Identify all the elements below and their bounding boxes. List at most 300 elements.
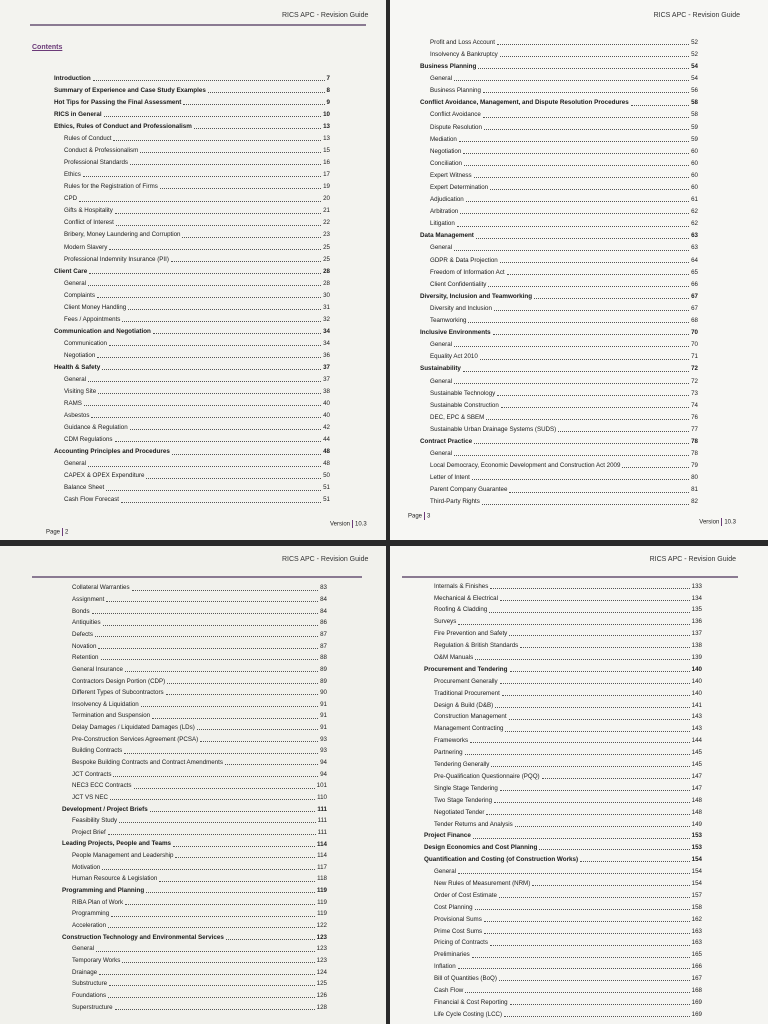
toc-entry-title: Management Contracting <box>434 725 504 733</box>
toc-entry <box>420 469 698 481</box>
toc-entry-page: 66 <box>691 280 698 288</box>
toc-entry <box>424 649 702 661</box>
dot-leader <box>499 897 690 898</box>
toc-entry-title: Cash Flow <box>434 986 464 994</box>
toc-entry-page: 145 <box>691 761 702 769</box>
toc-entry <box>424 626 702 638</box>
dot-leader <box>509 492 689 493</box>
dot-leader <box>93 80 325 81</box>
toc-entry-title: People Management and Leadership <box>72 852 174 860</box>
dot-leader <box>500 262 689 263</box>
dot-leader <box>130 164 321 165</box>
toc-entry <box>420 215 698 227</box>
toc-entry-title: Client Care <box>54 267 88 275</box>
toc-entry-title: Pricing of Contracts <box>434 939 488 947</box>
toc-entry <box>424 851 702 863</box>
toc-entry-title: Programming <box>72 910 110 918</box>
toc-entry <box>62 766 327 778</box>
toc-entry <box>424 685 702 697</box>
toc-entry-page: 117 <box>317 863 327 871</box>
dot-leader <box>83 176 321 177</box>
dot-leader <box>490 945 690 946</box>
toc-entry-page: 91 <box>320 700 327 708</box>
toc-entry <box>54 359 330 371</box>
toc-entry <box>420 324 698 336</box>
toc-entry-page: 25 <box>323 255 330 263</box>
toc-entry <box>420 70 698 82</box>
toc-entry-title: Preliminaries <box>434 951 470 959</box>
toc-entry-title: Equality Act 2010 <box>430 353 478 361</box>
toc-entry-page: 154 <box>691 856 702 864</box>
dot-leader <box>153 333 321 334</box>
toc-entry-page: 44 <box>323 436 330 444</box>
toc-entry <box>62 720 327 732</box>
toc-entry <box>54 94 330 106</box>
toc-entry-page: 143 <box>691 713 702 721</box>
toc-entry-page: 137 <box>691 630 702 638</box>
toc-entry-title: Prime Cost Sums <box>434 927 483 935</box>
toc-entry <box>424 744 702 756</box>
toc-entry-page: 67 <box>691 304 698 312</box>
toc-entry-title: Data Management <box>420 232 474 240</box>
toc-entry-title: Fire Prevention and Safety <box>434 630 508 638</box>
toc-entry <box>424 661 702 673</box>
toc-entry-page: 42 <box>323 424 330 432</box>
toc-entry-page: 68 <box>691 317 698 325</box>
toc-entry-title: Provisional Sums <box>434 915 482 923</box>
toc-entry-page: 119 <box>317 898 327 906</box>
dot-leader <box>489 612 689 613</box>
toc-entry <box>420 481 698 493</box>
page-number: 3 <box>427 513 431 520</box>
toc-entry-title: General <box>64 376 87 384</box>
toc-list <box>54 70 330 504</box>
toc-entry <box>62 987 327 999</box>
toc-entry-title: Rules for the Registration of Firms <box>64 183 158 191</box>
toc-entry-title: General <box>430 341 453 349</box>
dot-leader <box>132 590 319 591</box>
toc-entry-page: 56 <box>691 87 698 95</box>
dot-leader <box>475 659 689 660</box>
toc-entry-page: 60 <box>691 171 698 179</box>
dot-leader <box>197 729 318 730</box>
toc-entry-title: General <box>430 244 453 252</box>
dot-leader <box>125 904 315 905</box>
toc-entry-page: 141 <box>691 701 702 709</box>
toc-entry <box>420 252 698 264</box>
toc-entry <box>424 840 702 852</box>
dot-leader <box>472 957 690 958</box>
toc-entry <box>54 311 330 323</box>
toc-entry-title: Freedom of Information Act <box>430 268 505 276</box>
toc-entry-title: Novation <box>72 642 97 650</box>
toc-entry-page: 84 <box>320 596 327 604</box>
toc-entry <box>424 899 702 911</box>
toc-entry-page: 51 <box>323 496 330 504</box>
toc-entry <box>54 335 330 347</box>
dot-leader <box>88 466 321 467</box>
header-rule <box>30 24 366 26</box>
toc-entry-page: 93 <box>320 747 327 755</box>
toc-entry-title: Sustainable Technology <box>430 389 496 397</box>
version-number: 10.3 <box>724 519 736 526</box>
toc-entry <box>424 578 702 590</box>
toc-entry-title: CDM Regulations <box>64 436 113 444</box>
dot-leader <box>141 706 318 707</box>
dot-leader <box>98 648 318 649</box>
toc-entry <box>54 166 330 178</box>
toc-entry <box>62 918 327 930</box>
toc-entry-page: 38 <box>323 388 330 396</box>
toc-entry-title: General <box>64 460 87 468</box>
toc-entry <box>420 433 698 445</box>
toc-entry-title: Hot Tips for Passing the Final Assessment <box>54 98 182 106</box>
toc-entry-page: 111 <box>317 828 327 836</box>
toc-entry <box>420 46 698 58</box>
toc-entry-title: Complaints <box>64 291 95 299</box>
toc-entry-title: Client Money Handling <box>64 303 127 311</box>
dot-leader <box>208 92 325 93</box>
toc-entry-page: 60 <box>691 184 698 192</box>
toc-entry <box>54 419 330 431</box>
toc-entry-page: 62 <box>691 220 698 228</box>
dot-leader <box>88 285 321 286</box>
toc-entry-title: Pre-Qualification Questionnaire (PQQ) <box>434 772 540 780</box>
dot-leader <box>495 707 690 708</box>
dot-leader <box>150 811 316 812</box>
dot-leader <box>486 419 689 420</box>
dot-leader <box>113 776 318 777</box>
toc-entry-title: O&M Manuals <box>434 654 474 662</box>
toc-entry <box>424 816 702 828</box>
toc-entry-title: Communication and Negotiation <box>54 327 151 335</box>
dot-leader <box>484 921 690 922</box>
toc-entry <box>62 638 327 650</box>
dot-leader <box>102 369 321 370</box>
toc-entry-title: Rules of Conduct <box>64 135 112 143</box>
toc-entry <box>62 964 327 976</box>
dot-leader <box>109 249 321 250</box>
dot-leader <box>454 455 689 456</box>
toc-entry-page: 123 <box>316 956 327 964</box>
toc-entry-page: 140 <box>691 689 702 697</box>
dot-leader <box>464 165 689 166</box>
toc-entry-title: Procurement and Tendering <box>424 665 508 673</box>
toc-entry-page: 63 <box>691 244 698 252</box>
toc-entry <box>420 34 698 46</box>
toc-entry-title: Sustainable Urban Drainage Systems (SUDS) <box>430 425 557 433</box>
toc-entry-page: 169 <box>691 998 702 1006</box>
toc-entry <box>424 863 702 875</box>
toc-entry-title: General <box>430 450 453 458</box>
toc-entry-title: Professional Standards <box>64 159 128 167</box>
toc-entry-title: Order of Cost Estimate <box>434 891 497 899</box>
toc-entry-title: Professional Indemnity Insurance (PII) <box>64 255 169 263</box>
dot-leader <box>124 753 318 754</box>
dot-leader <box>108 834 316 835</box>
toc-entry-page: 94 <box>320 770 327 778</box>
dot-leader <box>458 873 690 874</box>
toc-entry-page: 165 <box>691 951 702 959</box>
toc-entry-page: 82 <box>691 498 698 506</box>
toc-entry-title: Quantification and Costing (of Construction Works) <box>424 856 579 864</box>
toc-entry-title: Balance Sheet <box>64 484 105 492</box>
version-number: 10.3 <box>355 521 367 528</box>
toc-entry-title: Sustainable Construction <box>430 401 499 409</box>
toc-entry <box>62 929 327 941</box>
toc-entry-page: 169 <box>691 1010 702 1018</box>
dot-leader <box>631 105 689 106</box>
toc-entry <box>54 178 330 190</box>
toc-entry-page: 83 <box>320 584 327 592</box>
toc-entry-page: 54 <box>691 63 698 71</box>
toc-entry-title: Negotiation <box>64 351 96 359</box>
dot-leader <box>160 188 321 189</box>
toc-entry <box>54 227 330 239</box>
toc-entry <box>54 443 330 455</box>
toc-entry-page: 62 <box>691 208 698 216</box>
toc-entry-page: 89 <box>320 677 327 685</box>
toc-entry-page: 140 <box>691 665 702 673</box>
toc-entry <box>424 970 702 982</box>
dot-leader <box>152 718 318 719</box>
toc-entry-page: 23 <box>323 231 330 239</box>
toc-entry <box>54 456 330 468</box>
toc-entry-page: 31 <box>323 303 330 311</box>
toc-entry-page: 114 <box>317 852 327 860</box>
toc-entry-page: 9 <box>326 98 330 106</box>
toc-entry <box>420 155 698 167</box>
toc-entry-title: Conflict Avoidance, Management, and Dispute Resolution Procedures <box>420 99 629 107</box>
toc-entry <box>424 935 702 947</box>
toc-entry-page: 154 <box>691 868 702 876</box>
dot-leader <box>171 261 321 262</box>
toc-entry-title: Cash Flow Forecast <box>64 496 120 504</box>
toc-entry-page: 114 <box>317 840 327 848</box>
dot-leader <box>483 117 689 118</box>
toc-entry-title: JCT VS NEC <box>72 793 108 801</box>
toc-entry-title: GDPR & Data Projection <box>430 256 498 264</box>
toc-entry-title: Foundations <box>72 991 107 999</box>
toc-entry <box>54 468 330 480</box>
toc-entry <box>420 94 698 106</box>
page-number: 2 <box>65 529 69 536</box>
toc-entry-title: Client Confidentiality <box>430 280 487 288</box>
toc-entry-title: CPD <box>64 195 78 203</box>
toc-entry-page: 17 <box>323 171 330 179</box>
toc-entry-title: Teamworking <box>430 317 467 325</box>
toc-entry <box>420 276 698 288</box>
toc-entry <box>420 131 698 143</box>
dot-leader <box>108 927 315 928</box>
toc-entry-page: 89 <box>320 665 327 673</box>
toc-entry-page: 148 <box>691 808 702 816</box>
toc-entry <box>424 982 702 994</box>
dot-leader <box>106 490 321 491</box>
dot-leader <box>457 226 689 227</box>
toc-entry-page: 123 <box>316 933 327 941</box>
contents-title: Contents <box>32 44 63 51</box>
dot-leader <box>474 443 689 444</box>
toc-entry-title: Communication <box>64 339 107 347</box>
toc-entry <box>424 768 702 780</box>
toc-entry-title: JCT Contracts <box>72 770 112 778</box>
toc-entry-title: Parent Company Guarantee <box>430 486 508 494</box>
toc-entry-page: 154 <box>691 879 702 887</box>
toc-entry-page: 158 <box>691 903 702 911</box>
toc-entry-page: 78 <box>691 437 698 445</box>
toc-entry-title: Third-Party Rights <box>430 498 480 506</box>
toc-entry-page: 153 <box>691 832 702 840</box>
dot-leader <box>98 393 321 394</box>
toc-entry <box>62 790 327 802</box>
dot-leader <box>520 647 689 648</box>
version-label: Version <box>699 519 720 526</box>
version-label: Version <box>330 521 351 528</box>
toc-entry <box>54 118 330 130</box>
toc-entry-page: 128 <box>316 1003 327 1011</box>
toc-entry-title: Litigation <box>430 220 455 228</box>
toc-entry-title: Mechanical & Electrical <box>434 594 498 602</box>
toc-entry <box>54 142 330 154</box>
dot-leader <box>460 213 689 214</box>
dot-leader <box>532 885 689 886</box>
toc-entry <box>54 383 330 395</box>
toc-entry-page: 143 <box>691 725 702 733</box>
dot-leader <box>472 479 689 480</box>
toc-entry-title: Leading Projects, People and Teams <box>62 840 172 848</box>
toc-entry-page: 32 <box>323 315 330 323</box>
toc-entry-page: 124 <box>316 968 327 976</box>
dot-leader <box>534 298 689 299</box>
toc-entry-title: Defects <box>72 631 93 638</box>
toc-entry-title: Diversity, Inclusion and Teamworking <box>420 292 533 300</box>
toc-entry-page: 36 <box>323 351 330 359</box>
toc-entry <box>420 361 698 373</box>
dot-leader <box>106 601 318 602</box>
toc-entry-title: Fees / Appointments <box>64 315 121 323</box>
dot-leader <box>465 754 690 755</box>
toc-entry <box>424 828 702 840</box>
dot-leader <box>182 237 321 238</box>
dot-leader <box>122 962 314 963</box>
dot-leader <box>509 719 690 720</box>
toc-entry-title: Inclusive Environments <box>420 329 491 337</box>
dot-leader <box>89 273 321 274</box>
dot-leader <box>125 671 318 672</box>
toc-entry-title: Drainage <box>72 968 98 976</box>
toc-entry <box>54 347 330 359</box>
toc-entry-title: Design & Build (D&B) <box>434 701 494 709</box>
dot-leader <box>95 636 318 637</box>
toc-entry-title: Inflation <box>434 963 456 971</box>
toc-entry-title: Conciliation <box>430 159 462 167</box>
toc-entry-page: 91 <box>320 724 327 732</box>
toc-entry-page: 81 <box>691 486 698 494</box>
toc-entry-page: 111 <box>317 817 327 825</box>
toc-entry <box>420 179 698 191</box>
toc-entry-page: 162 <box>691 915 702 923</box>
toc-entry-page: 134 <box>691 594 702 602</box>
toc-entry-page: 147 <box>691 772 702 780</box>
dot-leader <box>484 129 689 130</box>
toc-entry-title: Gifts & Hospitality <box>64 207 113 215</box>
toc-entry <box>424 614 702 626</box>
toc-entry-title: Internals & Finishes <box>434 582 489 590</box>
toc-entry <box>62 801 327 813</box>
dot-leader <box>542 778 690 779</box>
toc-entry <box>62 627 327 639</box>
dot-leader <box>109 985 315 986</box>
toc-entry-title: Letter of Intent <box>430 474 470 482</box>
page-footer <box>46 528 68 536</box>
toc-entry-page: 40 <box>323 412 330 420</box>
toc-entry-title: General <box>430 377 453 385</box>
toc-entry <box>420 300 698 312</box>
dot-leader <box>200 741 318 742</box>
dot-leader <box>474 177 690 178</box>
toc-entry-page: 163 <box>691 927 702 935</box>
dot-leader <box>454 80 689 81</box>
dot-leader <box>173 846 315 847</box>
dot-leader <box>499 980 690 981</box>
toc-entry <box>62 778 327 790</box>
toc-entry-title: Frameworks <box>434 737 469 745</box>
toc-entry-title: Conduct & Professionalism <box>64 147 139 155</box>
toc-entry-title: Retention <box>72 654 99 662</box>
dot-leader <box>482 504 689 505</box>
toc-entry-page: 153 <box>691 844 702 852</box>
toc-entry-page: 90 <box>320 689 327 697</box>
toc-entry-page: 84 <box>320 607 327 615</box>
toc-entry-title: Contract Practice <box>420 437 473 445</box>
toc-entry-title: General Insurance <box>72 665 123 673</box>
toc-entry <box>62 685 327 697</box>
dot-leader <box>510 1004 690 1005</box>
dot-leader <box>116 225 321 226</box>
dot-leader <box>159 881 315 882</box>
toc-entry-title: Business Planning <box>430 87 481 95</box>
dot-leader <box>502 695 690 696</box>
toc-entry-title: Ethics, Rules of Conduct and Professionalism <box>54 122 192 130</box>
toc-entry-title: Expert Witness <box>430 171 472 179</box>
toc-entry-title: Adjudication <box>430 196 464 204</box>
toc-entry-title: Guidance & Regulation <box>64 424 128 432</box>
toc-entry-page: 125 <box>316 980 327 988</box>
toc-entry-title: Construction Technology and Environmental Services <box>62 933 224 941</box>
toc-entry-title: Mediation <box>430 135 457 143</box>
dot-leader <box>121 502 321 503</box>
dot-leader <box>109 345 321 346</box>
toc-entry <box>54 106 330 118</box>
toc-entry-page: 94 <box>320 759 327 767</box>
toc-entry-title: Two Stage Tendering <box>434 796 493 804</box>
dot-leader <box>113 140 321 141</box>
toc-entry <box>420 457 698 469</box>
toc-entry <box>420 167 698 179</box>
toc-entry <box>420 445 698 457</box>
toc-entry-title: Bespoke Building Contracts and Contract Amendments <box>72 759 223 767</box>
toc-entry <box>420 312 698 324</box>
toc-entry <box>420 494 698 506</box>
toc-entry-page: 22 <box>323 219 330 227</box>
dot-leader <box>494 310 689 311</box>
dot-leader <box>194 128 321 129</box>
toc-entry-page: 163 <box>691 939 702 947</box>
page-4 <box>0 546 386 1024</box>
toc-entry-page: 93 <box>320 735 327 743</box>
toc-entry-page: 16 <box>323 159 330 167</box>
